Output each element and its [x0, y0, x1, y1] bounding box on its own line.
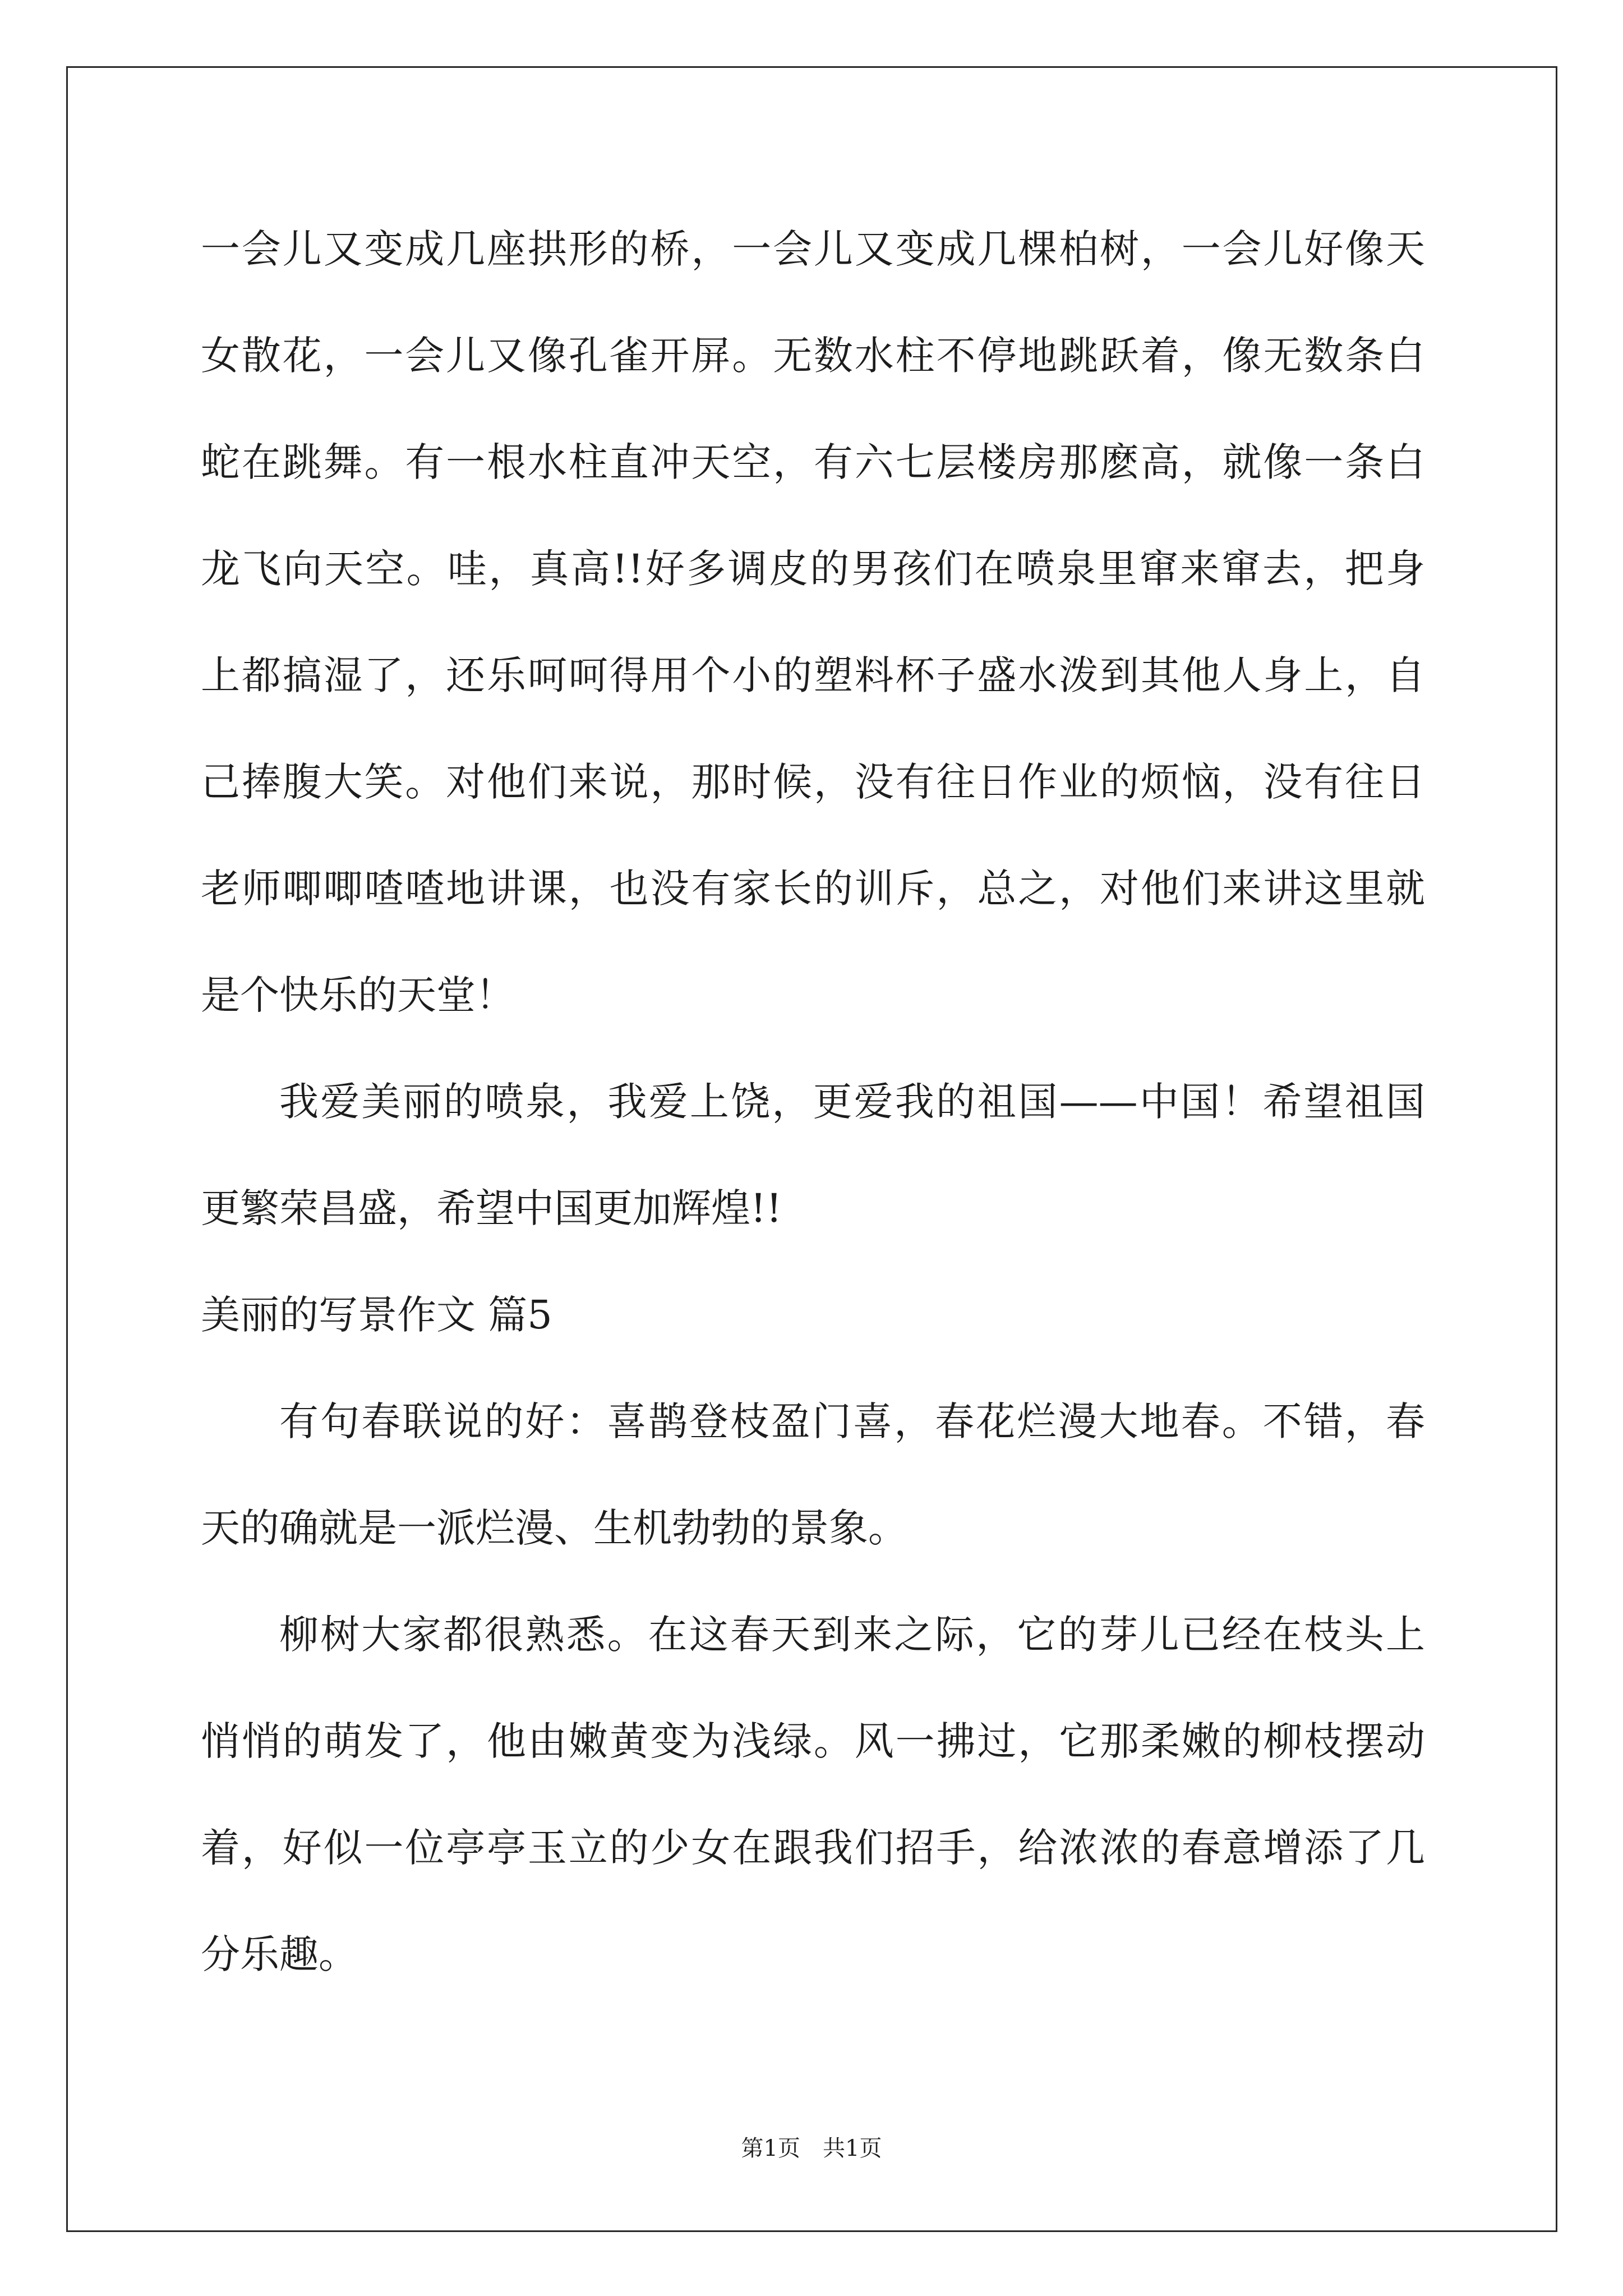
text-line: 更繁荣昌盛，希望中国更加辉煌!! — [201, 1185, 782, 1231]
section-heading: 美丽的写景作文 篇5 — [201, 1292, 552, 1338]
text-line: 悄悄的萌发了，他由嫩黄变为浅绿。风一拂过，它那柔嫩的柳枝摆动 — [201, 1718, 1425, 1764]
text-line: 己捧腹大笑。对他们来说，那时候，没有往日作业的烦恼，没有往日 — [201, 759, 1425, 805]
text-line: 老师唧唧喳喳地讲课，也没有家长的训斥，总之，对他们来讲这里就 — [201, 866, 1425, 912]
text-line: 蛇在跳舞。有一根水柱直冲天空，有六七层楼房那麽高，就像一条白 — [201, 439, 1425, 485]
text-line: 有句春联说的好：喜鹊登枝盈门喜，春花烂漫大地春。不错，春 — [279, 1398, 1425, 1444]
text-line: 一会儿又变成几座拱形的桥，一会儿又变成几棵柏树，一会儿好像天 — [201, 226, 1425, 272]
text-line: 柳树大家都很熟悉。在这春天到来之际，它的芽儿已经在枝头上 — [279, 1612, 1425, 1658]
text-line: 女散花，一会儿又像孔雀开屏。无数水柱不停地跳跃着，像无数条白 — [201, 333, 1425, 379]
page-indicator: 第1页 共1页 — [741, 2136, 882, 2161]
text-line: 我爱美丽的喷泉，我爱上饶，更爱我的祖国——中国！希望祖国 — [279, 1079, 1425, 1125]
paragraph — [201, 196, 1425, 1048]
text-line: 是个快乐的天堂！ — [201, 972, 515, 1018]
text-line: 着，好似一位亭亭玉立的少女在跟我们招手，给浓浓的春意增添了几 — [201, 1825, 1425, 1871]
paragraph — [201, 1368, 1425, 1581]
paragraph — [201, 1048, 1425, 1262]
document-body — [201, 196, 1425, 2008]
text-line: 分乐趣。 — [201, 1931, 358, 1977]
text-line: 上都搞湿了，还乐呵呵得用个小的塑料杯子盛水泼到其他人身上，自 — [201, 652, 1425, 698]
page-footer — [0, 2133, 1623, 2164]
text-line: 龙飞向天空。哇，真高!!好多调皮的男孩们在喷泉里窜来窜去，把身 — [201, 546, 1425, 592]
paragraph — [201, 1581, 1425, 2008]
text-line: 天的确就是一派烂漫、生机勃勃的景象。 — [201, 1505, 907, 1551]
